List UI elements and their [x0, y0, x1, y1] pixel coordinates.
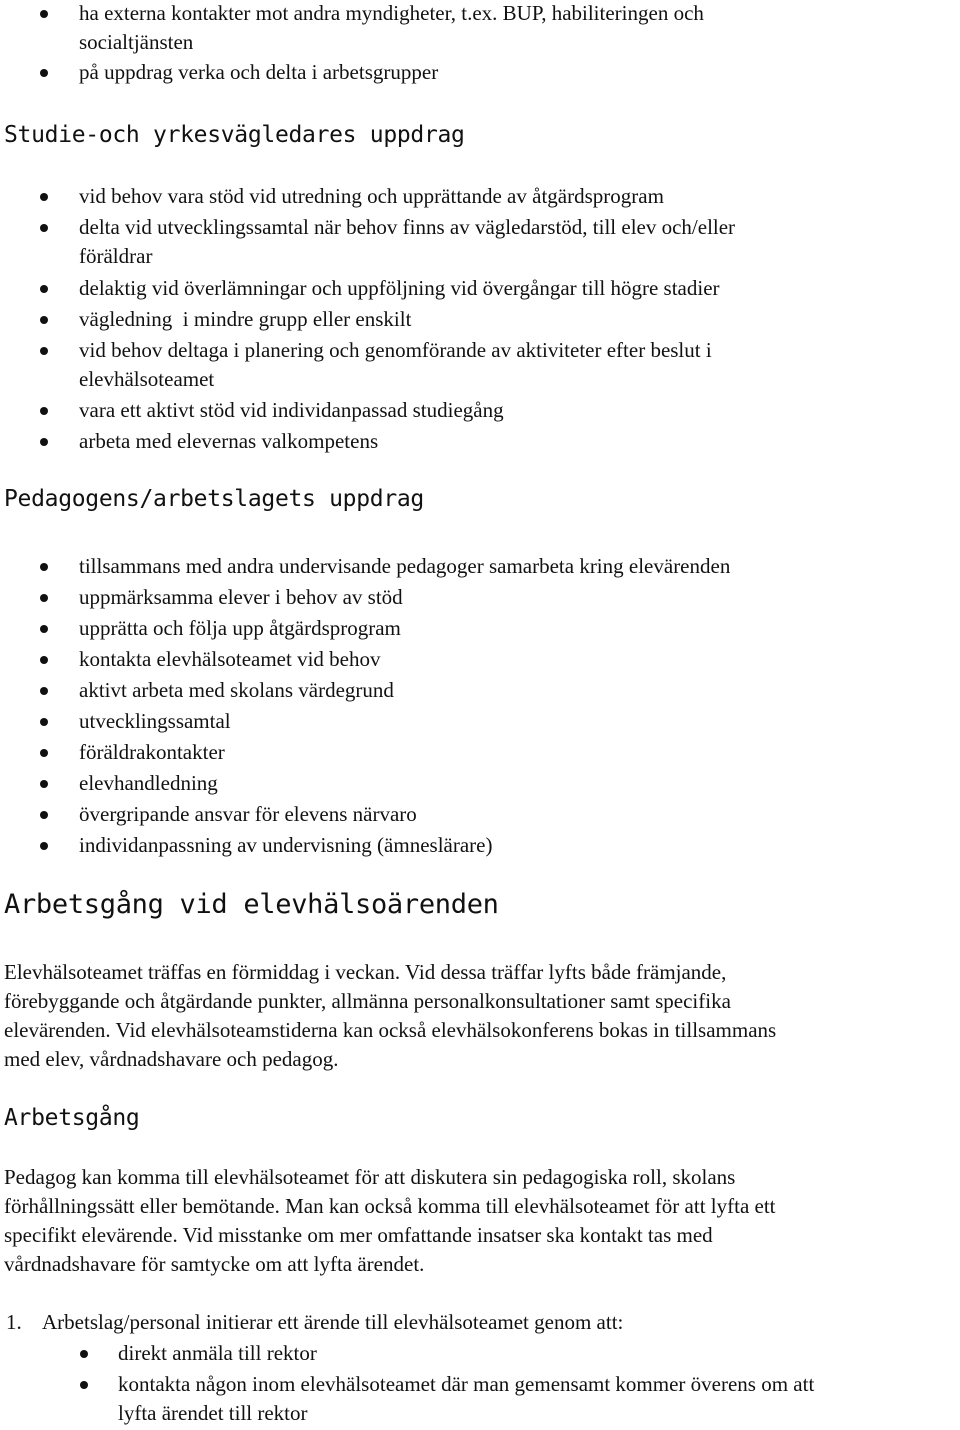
bullet-icon [40, 69, 48, 77]
paragraph-line: specifikt elevärende. Vid misstanke om mer omfattande insatser ska kontakt tas med [4, 1223, 713, 1247]
section-heading-ped: Pedagogens/arbetslagets uppdrag [4, 486, 424, 512]
ped-bullet-text: föräldrakontakter [79, 740, 225, 764]
bullet-icon [40, 811, 48, 819]
paragraph-line: med elev, vårdnadshavare och pedagog. [4, 1047, 339, 1071]
bullet-icon [40, 438, 48, 446]
intro-bullet-text: ha externa kontakter mot andra myndigheter, t.ex. BUP, habiliteringen och [79, 1, 704, 25]
bullet-icon [40, 687, 48, 695]
bullet-icon [40, 563, 48, 571]
numbered-bullet-text: kontakta någon inom elevhälsoteamet där man gemensamt kommer överens om att [118, 1372, 815, 1396]
bullet-icon [40, 842, 48, 850]
bullet-icon [40, 780, 48, 788]
syv-bullet-text: delta vid utvecklingssamtal när behov finns av vägledarstöd, till elev och/eller [79, 215, 736, 239]
ped-bullet-text: tillsammans med andra undervisande pedagoger samarbeta kring elevärenden [79, 554, 731, 578]
bullet-icon [40, 316, 48, 324]
syv-bullet-text: vara ett aktivt stöd vid individanpassad studiegång [79, 398, 504, 422]
intro-bullet-text-cont: socialtjänsten [79, 30, 194, 54]
bullet-icon [40, 407, 48, 415]
paragraph-line: elevärenden. Vid elevhälsoteamstiderna kan också elevhälsokonferens bokas in tillsammans [4, 1018, 777, 1042]
section-heading-arbetsgang: Arbetsgång [4, 1105, 140, 1131]
paragraph-line: förhållningssätt eller bemötande. Man kan också komma till elevhälsoteamet för att lyfta ett [4, 1194, 776, 1218]
syv-bullet-text-cont: föräldrar [79, 244, 153, 268]
bullet-icon [40, 193, 48, 201]
ped-bullet-text: kontakta elevhälsoteamet vid behov [79, 647, 381, 671]
ped-bullet-text: aktivt arbeta med skolans värdegrund [79, 678, 394, 702]
bullet-icon [40, 285, 48, 293]
paragraph-line: Elevhälsoteamet träffas en förmiddag i veckan. Vid dessa träffar lyfts både främjande, [4, 960, 727, 984]
syv-bullet-text: vid behov vara stöd vid utredning och upprättande av åtgärdsprogram [79, 184, 664, 208]
bullet-icon [80, 1350, 88, 1358]
ped-bullet-text: elevhandledning [79, 771, 218, 795]
numbered-item-number: 1. [6, 1310, 22, 1334]
bullet-icon [40, 224, 48, 232]
bullet-icon [40, 718, 48, 726]
bullet-icon [40, 594, 48, 602]
intro-bullet-text: på uppdrag verka och delta i arbetsgrupper [79, 60, 439, 84]
ped-bullet-text: utvecklingssamtal [79, 709, 231, 733]
bullet-icon [80, 1381, 88, 1389]
bullet-icon [40, 749, 48, 757]
ped-bullet-text: upprätta och följa upp åtgärdsprogram [79, 616, 401, 640]
paragraph-line: Pedagog kan komma till elevhälsoteamet för att diskutera sin pedagogiska roll, skolans [4, 1165, 736, 1189]
syv-bullet-text: vägledning i mindre grupp eller enskilt [79, 307, 412, 331]
paragraph-line: förebyggande och åtgärdande punkter, allmänna personalkonsultationer samt specifika [4, 989, 731, 1013]
bullet-icon [40, 625, 48, 633]
bullet-icon [40, 10, 48, 18]
syv-bullet-text: arbeta med elevernas valkompetens [79, 429, 379, 453]
numbered-item-text: Arbetslag/personal initierar ett ärende till elevhälsoteamet genom att: [42, 1310, 624, 1334]
ped-bullet-text: individanpassning av undervisning (ämneslärare) [79, 833, 493, 857]
syv-bullet-text-cont: elevhälsoteamet [79, 367, 215, 391]
ped-bullet-text: övergripande ansvar för elevens närvaro [79, 802, 417, 826]
section-heading-syv: Studie-och yrkesvägledares uppdrag [4, 122, 465, 148]
numbered-bullet-text: direkt anmäla till rektor [118, 1341, 317, 1365]
ped-bullet-text: uppmärksamma elever i behov av stöd [79, 585, 403, 609]
paragraph-line: vårdnadshavare för samtycke om att lyfta ärendet. [4, 1252, 425, 1276]
bullet-icon [40, 656, 48, 664]
syv-bullet-text: delaktig vid överlämningar och uppföljning vid övergångar till högre stadier [79, 276, 720, 300]
numbered-bullet-text-cont: lyfta ärendet till rektor [118, 1401, 308, 1425]
bullet-icon [40, 347, 48, 355]
section-heading-arbetsgang-elevhalsa: Arbetsgång vid elevhälsoärenden [4, 889, 499, 920]
syv-bullet-text: vid behov deltaga i planering och genomförande av aktiviteter efter beslut i [79, 338, 712, 362]
